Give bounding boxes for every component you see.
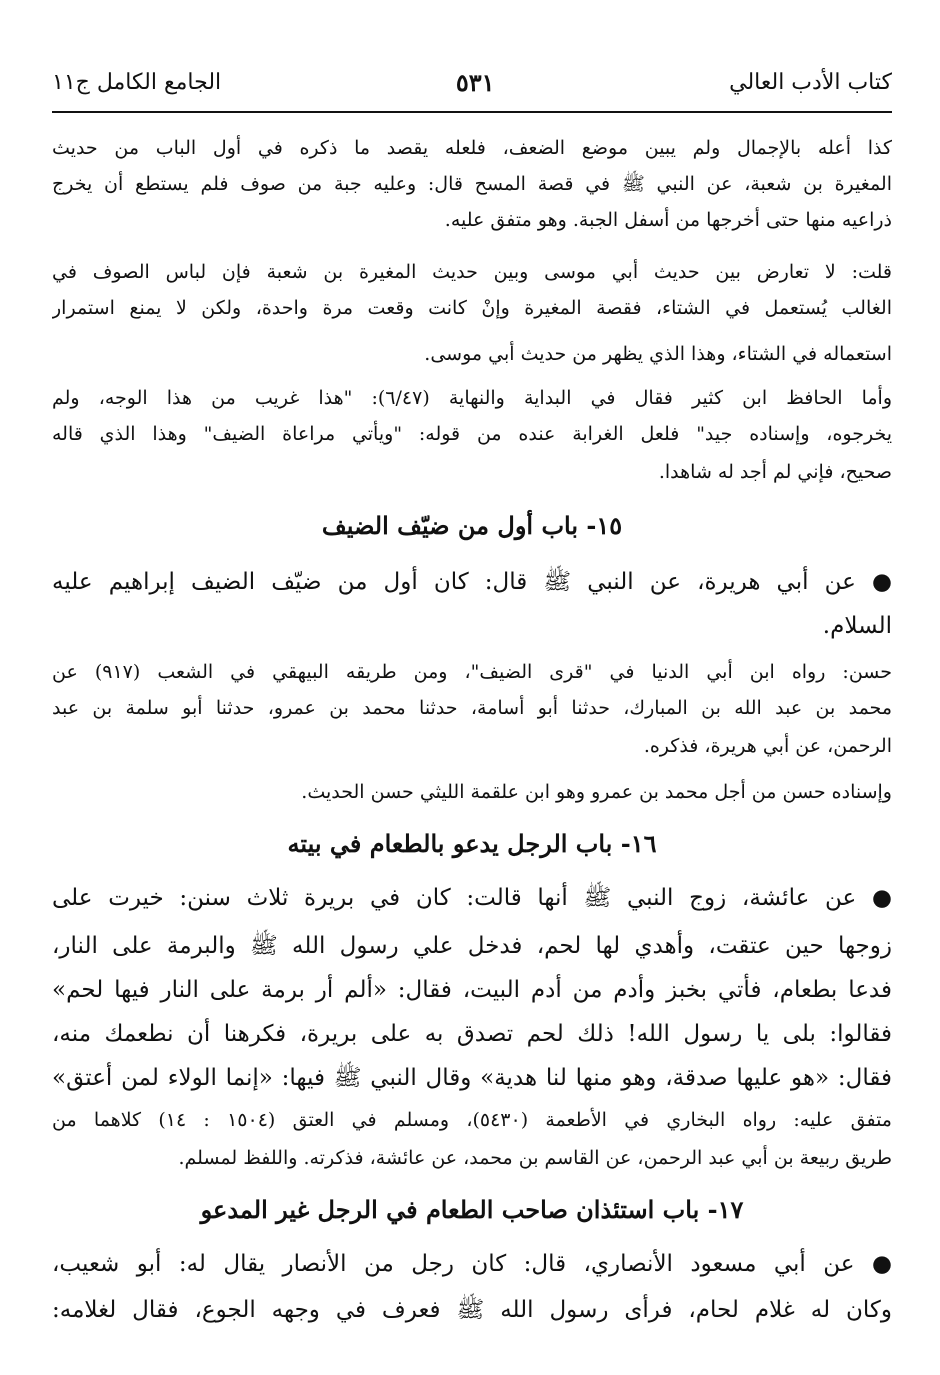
header-rule: [52, 111, 892, 113]
hadith-line: فدعا بطعام، فأتي بخبز وأدم من أدم البيت، فقال: «ألم أر برمة على النار فيها لحم»: [52, 977, 892, 1003]
takhrij-line: محمد بن عبد الله بن المبارك، حدثنا أبو أسامة، حدثنا محمد بن عمرو، حدثنا أبو سلمة بن عبد: [52, 697, 892, 719]
volume-title: الجامع الكامل ج١١: [52, 69, 222, 95]
hadith-line: ● عن عائشة، زوج النبي ﷺ أنها قالت: كان في بريرة ثلاث سنن: خيرت على: [52, 885, 892, 911]
chapter-heading-16: ١٦- باب الرجل يدعو بالطعام في بيته: [287, 829, 657, 858]
hadith-line: زوجها حين عتقت، وأهدي لها لحم، فدخل علي رسول الله ﷺ والبرمة على النار،: [52, 933, 892, 959]
hadith-line: فقال: «هو عليها صدقة، وهو منها لنا هدية» وقال النبي ﷺ فيها: «إنما الولاء لمن أعتق»: [52, 1065, 892, 1091]
page-number: ٥٣١: [455, 67, 495, 97]
chapter-heading-15: ١٥- باب أول من ضيّف الضيف: [321, 511, 623, 540]
text-line: وأما الحافظ ابن كثير فقال في البداية والنهاية (٦/٤٧): "هذا غريب من هذا الوجه، ولم: [52, 387, 892, 409]
text-line: صحيح، فإني لم أجد له شاهدا.: [658, 461, 892, 483]
takhrij-line: وإسناده حسن من أجل محمد بن عمرو وهو ابن علقمة الليثي حسن الحديث.: [301, 781, 892, 803]
text-line: استعماله في الشتاء، وهذا الذي يظهر من حديث أبي موسى.: [424, 343, 892, 365]
takhrij-line: متفق عليه: رواه البخاري في الأطعمة (٥٤٣٠)، ومسلم في العتق (١٥٠٤ : ١٤) كلاهما من: [52, 1109, 892, 1131]
book-title: كتاب الأدب العالي: [729, 69, 892, 95]
hadith-line: السلام.: [822, 613, 892, 639]
text-line: المغيرة بن شعبة، عن النبي ﷺ في قصة المسح قال: وعليه جبة من صوف فلم يستطع أن يخرج: [52, 173, 892, 195]
takhrij-line: حسن: رواه ابن أبي الدنيا في "قرى الضيف"، ومن طريقه البيهقي في الشعب (٩١٧) عن: [52, 661, 892, 683]
takhrij-line: طريق ربيعة بن أبي عبد الرحمن، عن القاسم بن محمد، عن عائشة، فذكرته. واللفظ لمسلم.: [178, 1147, 892, 1169]
hadith-line: فقالوا: بلى يا رسول الله! ذلك لحم تصدق به على بريرة، فكرهنا أن نطعمك منه،: [52, 1021, 892, 1047]
hadith-line: ● عن أبي هريرة، عن النبي ﷺ قال: كان أول من ضيّف الضيف إبراهيم عليه: [52, 569, 892, 595]
running-header: [52, 60, 892, 104]
text-line: قلت: لا تعارض بين حديث أبي موسى وبين حديث المغيرة بن شعبة فإن لباس الصوف في: [52, 261, 892, 283]
hadith-line: وكان له غلام لحام، فرأى رسول الله ﷺ فعرف في وجهه الجوع، فقال لغلامه:: [52, 1297, 892, 1323]
text-line: ذراعيه منها حتى أخرجها من أسفل الجبة. وهو متفق عليه.: [444, 209, 892, 231]
takhrij-line: الرحمن، عن أبي هريرة، فذكره.: [643, 735, 892, 757]
text-line: كذا أعله بالإجمال ولم يبين موضع الضعف، فلعله يقصد ما ذكره في أول الباب من حديث: [52, 137, 892, 159]
text-line: الغالب يُستعمل في الشتاء، فقصة المغيرة وإنْ كانت وقعت مرة واحدة، ولكن لا يمنع استمرار: [52, 297, 892, 319]
text-line: يخرجوه، وإسناده جيد" فلعل الغرابة عنده من قوله: "ويأتي مراعاة الضيف" وهذا الذي قاله: [52, 423, 892, 445]
chapter-heading-17: ١٧- باب استئذان صاحب الطعام في الرجل غير المدعو: [200, 1195, 744, 1224]
hadith-line: ● عن أبي مسعود الأنصاري، قال: كان رجل من الأنصار يقال له: أبو شعيب،: [52, 1251, 892, 1277]
